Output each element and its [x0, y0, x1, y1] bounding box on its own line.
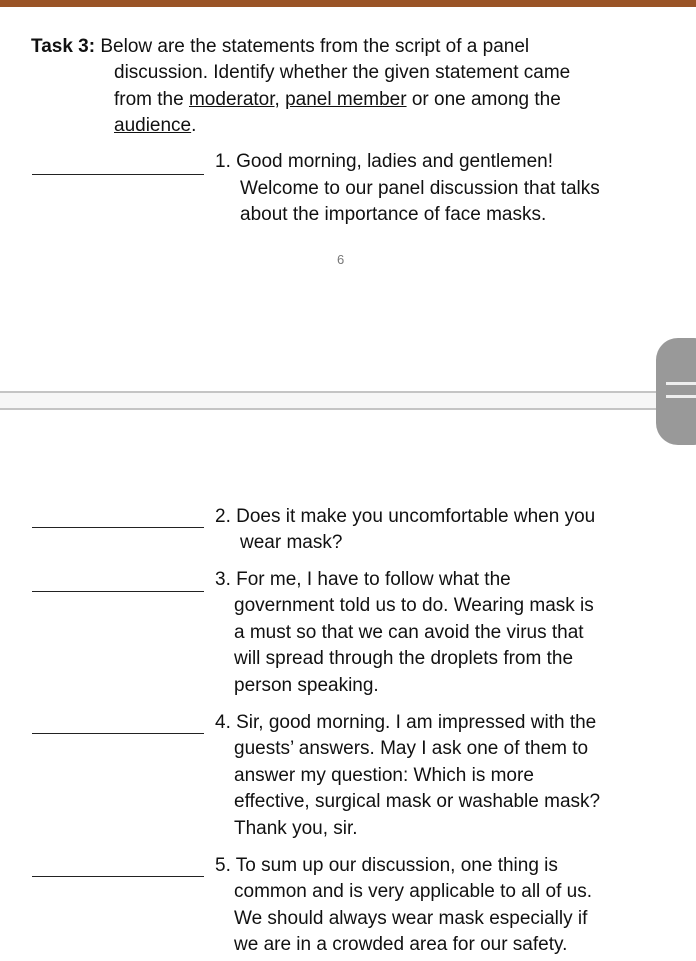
answer-blank-2[interactable] — [32, 527, 204, 528]
item-2-line: 2. Does it make you uncomfortable when you — [215, 506, 596, 527]
item-3-line: person speaking. — [234, 675, 379, 696]
answer-blank-4[interactable] — [32, 733, 204, 734]
handle-line-icon — [666, 395, 696, 398]
item-4-line: answer my question: Which is more — [234, 765, 534, 786]
item-3-line: government told us to do. Wearing mask is — [234, 595, 594, 616]
item-1-line: about the importance of face masks. — [240, 204, 547, 225]
handle-line-icon — [666, 382, 696, 385]
item-4-line: guests’ answers. May I ask one of them to — [234, 738, 589, 759]
item-4-line: 4. Sir, good morning. I am impressed with the — [215, 712, 597, 733]
item-3-line: 3. For me, I have to follow what the — [215, 569, 511, 590]
item-5-line: We should always wear mask especially if — [234, 908, 588, 929]
answer-blank-5[interactable] — [32, 876, 204, 877]
item-4-line: effective, surgical mask or washable mask? — [234, 791, 601, 812]
item-3-line: will spread through the droplets from the — [234, 648, 574, 669]
page-break — [0, 391, 696, 410]
drag-handle[interactable] — [656, 338, 696, 445]
item-5-line: common and is very applicable to all of us. — [234, 881, 593, 902]
item-3-line: a must so that we can avoid the virus that — [234, 622, 584, 643]
answer-blank-1[interactable] — [32, 174, 204, 175]
top-bar — [0, 0, 696, 7]
item-1-line: 1. Good morning, ladies and gentlemen! — [215, 151, 553, 172]
item-5-line: 5. To sum up our discussion, one thing is — [215, 855, 558, 876]
task-line-3: from the moderator, panel member or one among the — [114, 89, 561, 110]
task-line-4: audience. — [114, 115, 197, 136]
item-5-line: we are in a crowded area for our safety. — [234, 934, 568, 955]
task-line-1: Task 3: Below are the statements from the script of a panel — [31, 36, 530, 57]
item-2-line: wear mask? — [240, 532, 343, 553]
answer-blank-3[interactable] — [32, 591, 204, 592]
task-line-2: discussion. Identify whether the given statement came — [114, 62, 571, 83]
item-1-line: Welcome to our panel discussion that talks — [240, 178, 600, 199]
item-4-line: Thank you, sir. — [234, 818, 358, 839]
page-number: 6 — [337, 252, 345, 267]
